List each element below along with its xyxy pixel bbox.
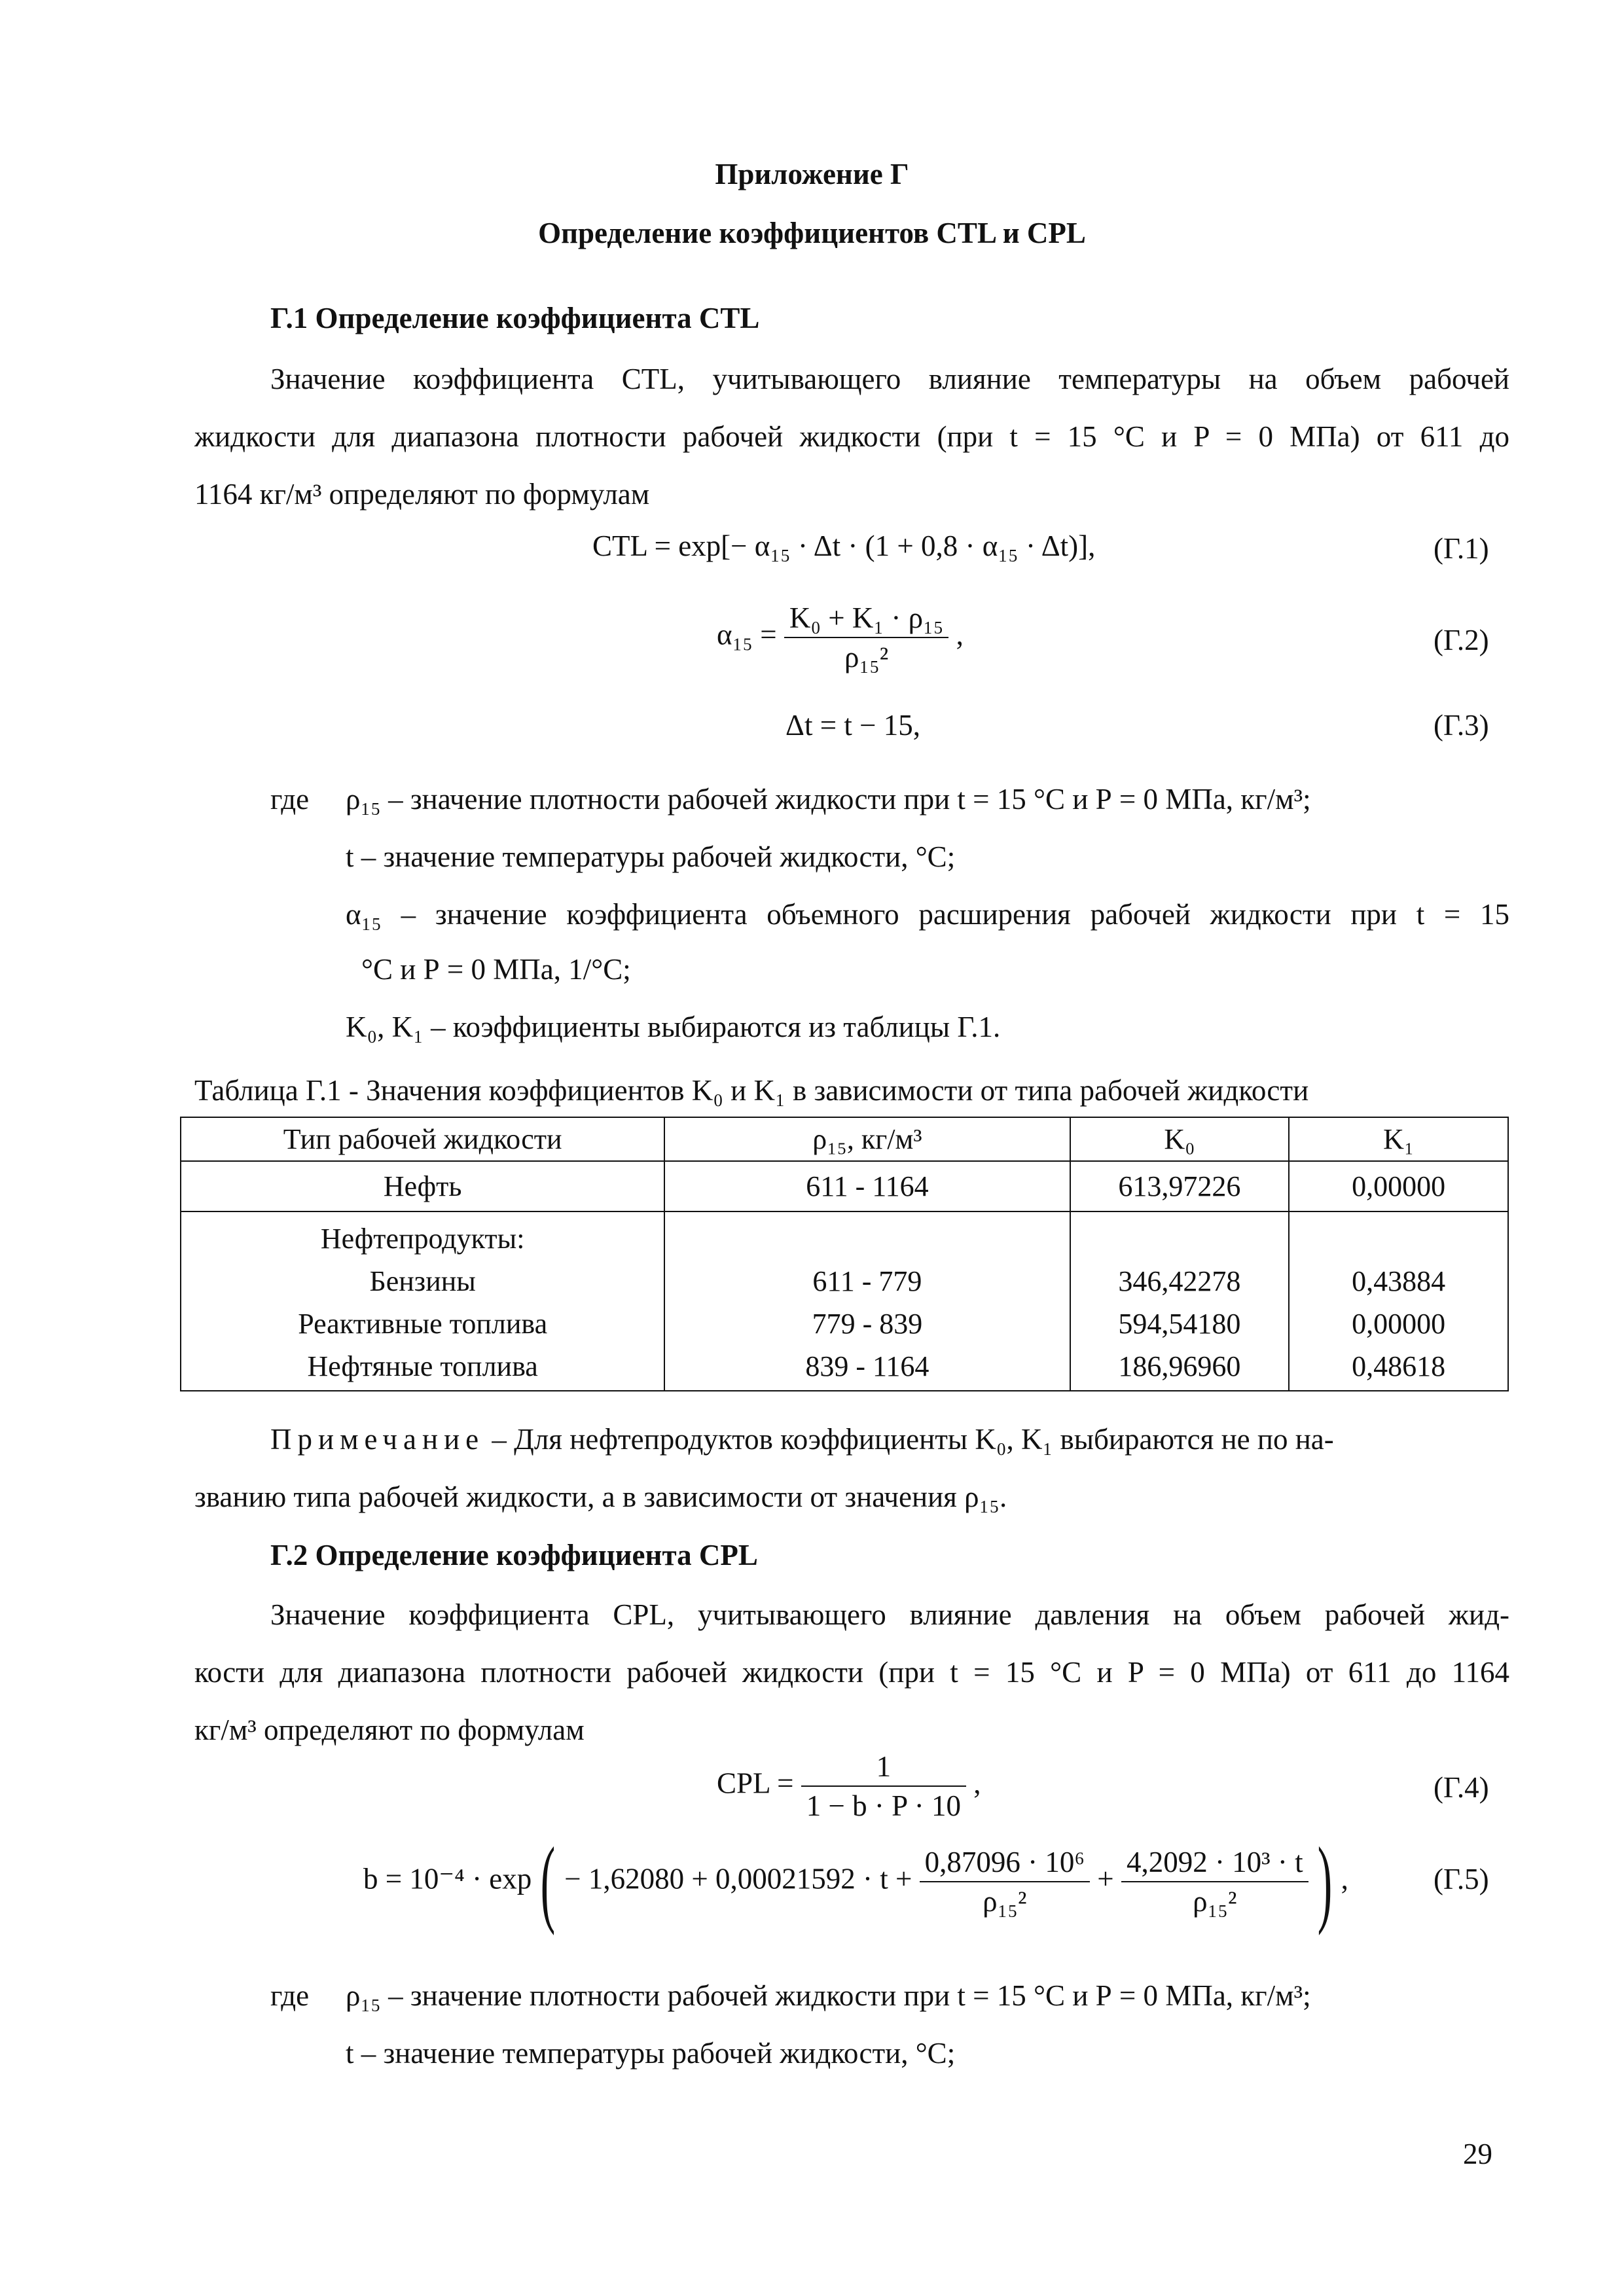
table-header-cell: K₀ bbox=[1070, 1117, 1290, 1161]
where-label-2: где bbox=[270, 1979, 310, 2012]
table-cell: 0,00000 bbox=[1289, 1161, 1508, 1211]
table-header-cell: ρ₁₅, кг/м³ bbox=[664, 1117, 1070, 1161]
formula-alpha15-denominator: ρ₁₅² bbox=[844, 641, 889, 673]
formula-cpl bbox=[717, 1748, 981, 1825]
table-header-row bbox=[181, 1117, 1508, 1161]
table-row bbox=[181, 1211, 1508, 1391]
equation-number-1: (Г.1) bbox=[1434, 532, 1489, 565]
coefficients-table bbox=[180, 1117, 1509, 1391]
formula-delta-t: Δt = t − 15, bbox=[785, 709, 920, 742]
section2-paragraph-line3: кг/м³ определяют по формулам bbox=[194, 1713, 585, 1746]
appendix-subtitle: Определение коэффициентов CTL и CPL bbox=[538, 217, 1086, 249]
section1-paragraph-line2: жидкости для диапазона плотности рабочей жидкости (при t = 15 °С и P = 0 МПа) от 611 до bbox=[194, 420, 1509, 453]
table-cell: 0,43884 0,00000 0,48618 bbox=[1289, 1211, 1508, 1391]
section1-paragraph-line3: 1164 кг/м³ определяют по формулам bbox=[194, 478, 650, 511]
formula-b-tail: , bbox=[1341, 1862, 1348, 1895]
definition-rho15: ρ₁₅ – значение плотности рабочей жидкости при t = 15 °С и Р = 0 МПа, кг/м³; bbox=[346, 783, 1311, 816]
formula-b-plus: + bbox=[1097, 1862, 1114, 1895]
formula-b-lhs: b = 10⁻⁴ · exp bbox=[363, 1862, 532, 1895]
table-cell: 611 - 779 779 - 839 839 - 1164 bbox=[664, 1211, 1070, 1391]
formula-b-fraction1 bbox=[920, 1843, 1090, 1920]
appendix-title: Приложение Г bbox=[715, 158, 909, 190]
definition-alpha15-line1: α₁₅ – значение коэффициента объемного расширения рабочей жидкости при t = 15 bbox=[346, 898, 1509, 931]
table-cell: 346,42278 594,54180 186,96960 bbox=[1070, 1211, 1290, 1391]
table-note-prefix: Примечание bbox=[270, 1423, 485, 1456]
formula-alpha15-fraction bbox=[784, 599, 949, 676]
formula-b-fraction1-numerator: 0,87096 · 10⁶ bbox=[920, 1843, 1090, 1882]
table-cell: Нефтепродукты: Бензины Реактивные топлива Нефтяные топлива bbox=[181, 1211, 664, 1391]
formula-ctl: CTL = exp[− α₁₅ · Δt · (1 + 0,8 · α₁₅ · Δt)], bbox=[592, 529, 1096, 562]
definition-alpha15-line2: °С и Р = 0 МПа, 1/°С; bbox=[361, 953, 631, 986]
table-note-line1 bbox=[270, 1407, 1509, 1471]
formula-cpl-tail: , bbox=[973, 1767, 981, 1800]
definition-k0-k1: K₀, K₁ – коэффициенты выбираются из таблицы Г.1. bbox=[346, 1011, 1001, 1043]
table-header-cell: Тип рабочей жидкости bbox=[181, 1117, 664, 1161]
equation-number-4: (Г.4) bbox=[1434, 1771, 1489, 1804]
section2-paragraph-line2: кости для диапазона плотности рабочей жидкости (при t = 15 °С и P = 0 МПа) от 611 до 1164 bbox=[194, 1656, 1509, 1689]
table-cell: 611 - 1164 bbox=[664, 1161, 1070, 1211]
definition-rho15-2: ρ₁₅ – значение плотности рабочей жидкости при t = 15 °С и Р = 0 МПа, кг/м³; bbox=[346, 1979, 1311, 2012]
formula-b-fraction2-numerator: 4,2092 · 10³ · t bbox=[1121, 1843, 1308, 1882]
equation-number-3: (Г.3) bbox=[1434, 709, 1489, 742]
formula-b bbox=[363, 1827, 1348, 1936]
equation-number-5: (Г.5) bbox=[1434, 1863, 1489, 1895]
table-note-line2: званию типа рабочей жидкости, а в зависимости от значения ρ₁₅. bbox=[194, 1480, 1007, 1513]
formula-alpha15 bbox=[717, 599, 964, 676]
table-row bbox=[181, 1161, 1508, 1211]
definition-t-2: t – значение температуры рабочей жидкости, °С; bbox=[346, 2037, 956, 2070]
section2-heading: Г.2 Определение коэффициента CPL bbox=[270, 1539, 758, 1571]
table-caption: Таблица Г.1 - Значения коэффициентов K₀ и K₁ в зависимости от типа рабочей жидкости bbox=[194, 1074, 1309, 1107]
where-label-1: где bbox=[270, 783, 310, 816]
formula-cpl-numerator: 1 bbox=[801, 1748, 966, 1787]
open-paren: ( bbox=[541, 1827, 556, 1936]
formula-alpha15-lhs: α₁₅ = bbox=[717, 618, 777, 651]
formula-alpha15-tail: , bbox=[956, 618, 964, 651]
formula-cpl-fraction bbox=[801, 1748, 966, 1825]
definition-t: t – значение температуры рабочей жидкости, °С; bbox=[346, 840, 956, 873]
formula-b-fraction1-denominator: ρ₁₅² bbox=[983, 1885, 1027, 1918]
section2-paragraph-line1: Значение коэффициента CPL, учитывающего влияние давления на объем рабочей жид- bbox=[270, 1598, 1509, 1631]
table-cell: 613,97226 bbox=[1070, 1161, 1290, 1211]
section1-heading: Г.1 Определение коэффициента CTL bbox=[270, 302, 760, 334]
close-paren: ) bbox=[1317, 1827, 1332, 1936]
formula-b-fraction2-denominator: ρ₁₅² bbox=[1193, 1885, 1237, 1918]
formula-b-part1: − 1,62080 + 0,00021592 · t + bbox=[564, 1862, 912, 1895]
formula-b-fraction2 bbox=[1121, 1843, 1308, 1920]
table-note-text: – Для нефтепродуктов коэффициенты K₀, K₁ выбираются не по на- bbox=[492, 1423, 1334, 1456]
table-cell: Нефть bbox=[181, 1161, 664, 1211]
formula-cpl-lhs: CPL = bbox=[717, 1767, 794, 1800]
formula-cpl-denominator: 1 − b · P · 10 bbox=[806, 1789, 961, 1822]
table-header-cell: K₁ bbox=[1289, 1117, 1508, 1161]
section1-paragraph-line1: Значение коэффициента CTL, учитывающего влияние температуры на объем рабочей bbox=[270, 363, 1509, 395]
formula-alpha15-numerator: K₀ + K₁ · ρ₁₅ bbox=[784, 599, 949, 638]
equation-number-2: (Г.2) bbox=[1434, 624, 1489, 656]
page-number: 29 bbox=[1463, 2138, 1492, 2170]
